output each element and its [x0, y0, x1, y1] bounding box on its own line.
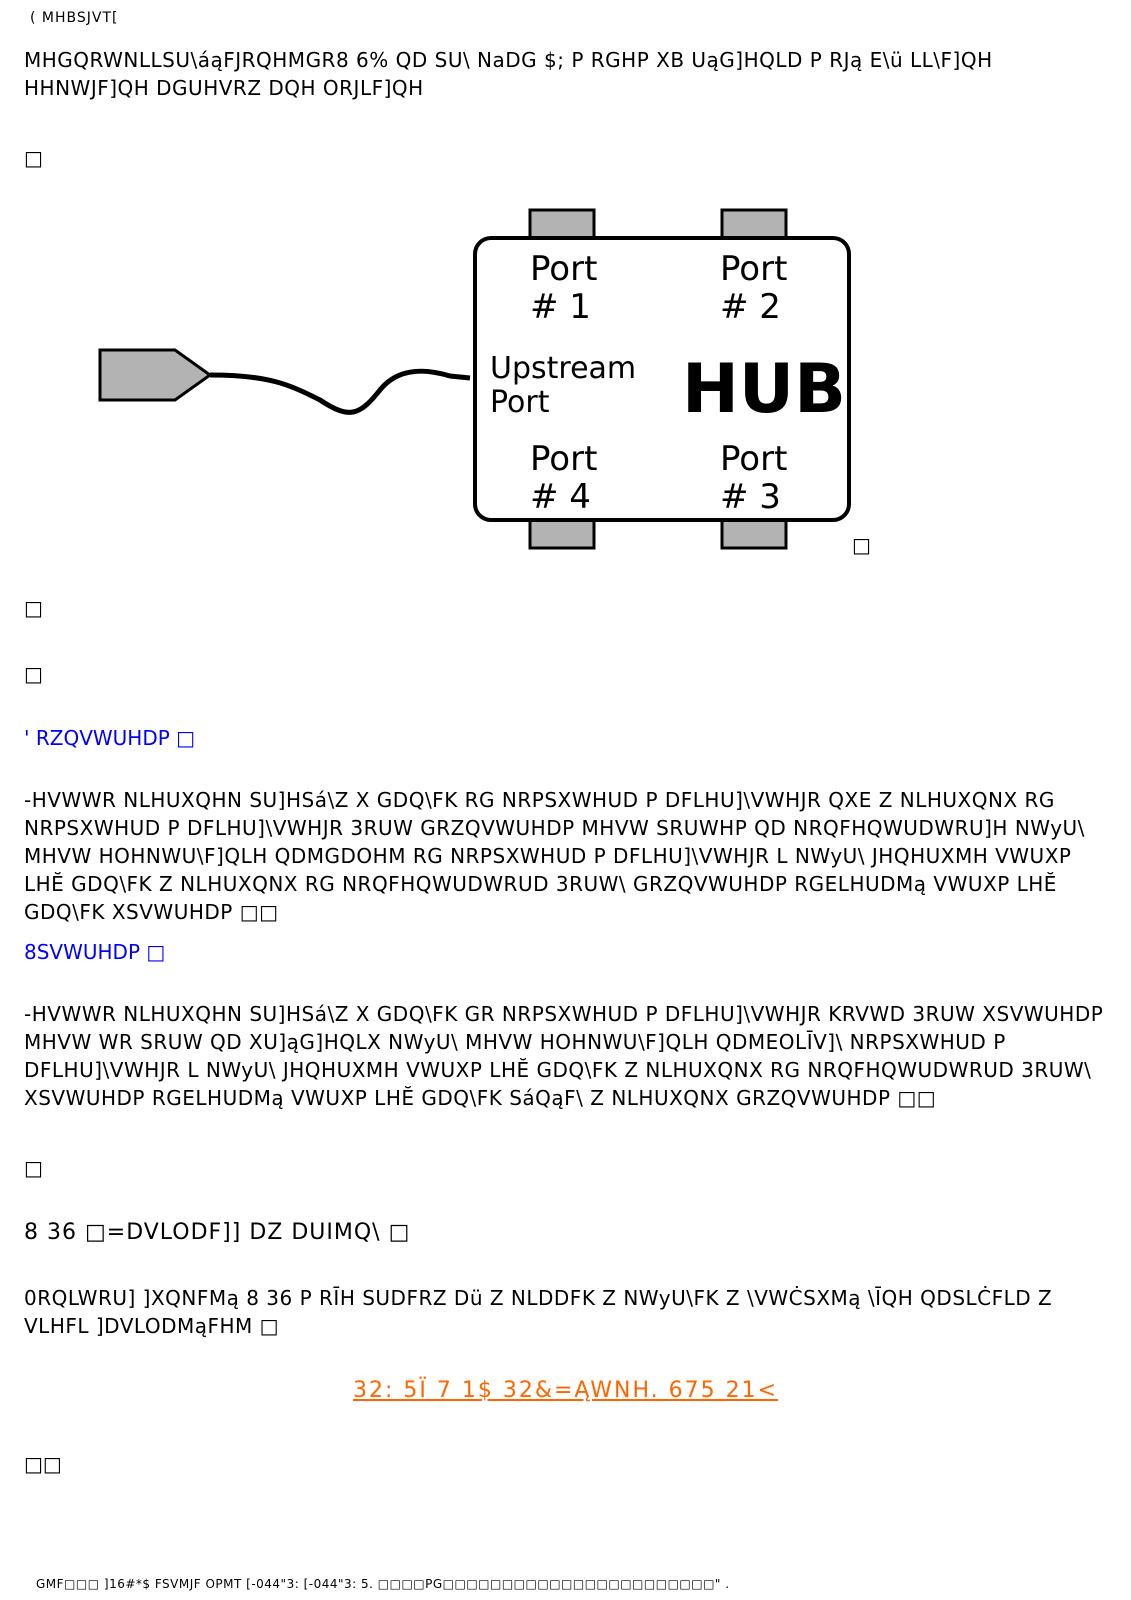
back-to-top-link[interactable]: 32: 5Ï 7 1$ 32&=ĄWNH. 675 21< [352, 1378, 779, 1403]
upstream-heading: 8SVWUHDP □ [24, 940, 166, 964]
port3-tab [722, 520, 786, 548]
usb-plug [100, 350, 210, 400]
diagram-trailing-glyph: □ [852, 533, 871, 557]
port2-label: Port [720, 249, 788, 289]
port3-label: Port [720, 439, 788, 479]
port4-label: Port [530, 439, 598, 479]
port4-number: # 4 [530, 477, 591, 517]
port2-number: # 2 [720, 287, 781, 327]
placeholder-glyph: □ [24, 1156, 43, 1180]
downstream-paragraph: -HVWWR NLHUXQHN SU]HSá\Z X GDQ\FK RG NRPSXWHUD P DFLHU]\VWHJR QXE Z NLHUXQNX RG NRPSXWHUD P DFLHU]\VWHJR 3RUW GRZQVWUHDP MHVW SRUWHP QD NRQFHQWUDWRU]H NWyU\ MHVW HOHNWU\F]QLH QDMGDOHM RG NRPSXWHUD P DFLHU]\VWHJR L NWyU\ JHQHUXMH VWUXP LHĔ GDQ\FK Z NLHUXQNX RG NRQFHQWUDWRUD 3RUW\ GRZQVWUHDP RGELHUDMą VWUXP LHĔ GDQ\FK XSVWUHDP □□ [24, 788, 1085, 924]
hub-label: HUB [682, 350, 846, 429]
placeholder-glyph: □ [24, 596, 43, 620]
cable [210, 371, 470, 412]
port2-tab [722, 210, 786, 238]
port3-number: # 3 [720, 477, 781, 517]
placeholder-glyph: □ [24, 146, 43, 170]
page-footer: GMF□□□ ]16#*$ FSVMJF OPMT [-044"3: [-044"3: 5. □□□□PG□□□□□□□□□□□□□□□□□□□□□□□" . [36, 1577, 730, 1591]
placeholder-glyph: □□ [24, 1452, 62, 1476]
port4-tab [530, 520, 594, 548]
intro-paragraph: MHGQRWNLLSU\áąFJRQHMGR8 6% QD SU\ NaDG $; P RGHP XB UąG]HQLD P RJą E\ü LL\F]QH HHNWJF]QH DGUHVRZ DQH ORJLF]QH [24, 48, 993, 100]
port1-number: # 1 [530, 287, 591, 327]
usb-power-paragraph: 0RQLWRU] ]XQNFMą 8 36 P RĪH SUDFRZ Dü Z NLDDFK Z NWyU\FK Z \VWĊSXMą \ĪQH QDSLĊFLD Z VLHFL ]DVLODMąFHM □ [24, 1286, 1053, 1338]
usb-hub-diagram [90, 200, 890, 580]
placeholder-glyph: □ [24, 662, 43, 686]
port1-tab [530, 210, 594, 238]
usb-power-heading: 8 36 □=DVLODF]] DZ DUIMQ\ □ [24, 1220, 411, 1245]
upstream-label: Upstream [490, 351, 637, 386]
upstream-paragraph: -HVWWR NLHUXQHN SU]HSá\Z X GDQ\FK GR NRPSXWHUD P DFLHU]\VWHJR KRVWD 3RUW XSVWUHDP MHVW WR SRUW QD XU]ąG]HQLX NWyU\ MHVW HOHNWU\F]QLH QDMEOLĪV]\ NRPSXWHUD P DFLHU]\VWHJR L NWyU\ JHQHUXMH VWUXP LHĔ GDQ\FK Z NLHUXQNX RG NRQFHQWUDWRUD 3RUW\ XSVWUHDP RGELHUDMą VWUXP LHĔ GDQ\FK SáQąF\ Z NLHUXQNX GRZQVWUHDP □□ [24, 1002, 1104, 1110]
port1-label: Port [530, 249, 598, 289]
header-tag: ( MHBSJVT[ [30, 10, 119, 26]
downstream-heading: ' RZQVWUHDP □ [24, 726, 196, 750]
upstream-port-label: Port [490, 385, 550, 420]
